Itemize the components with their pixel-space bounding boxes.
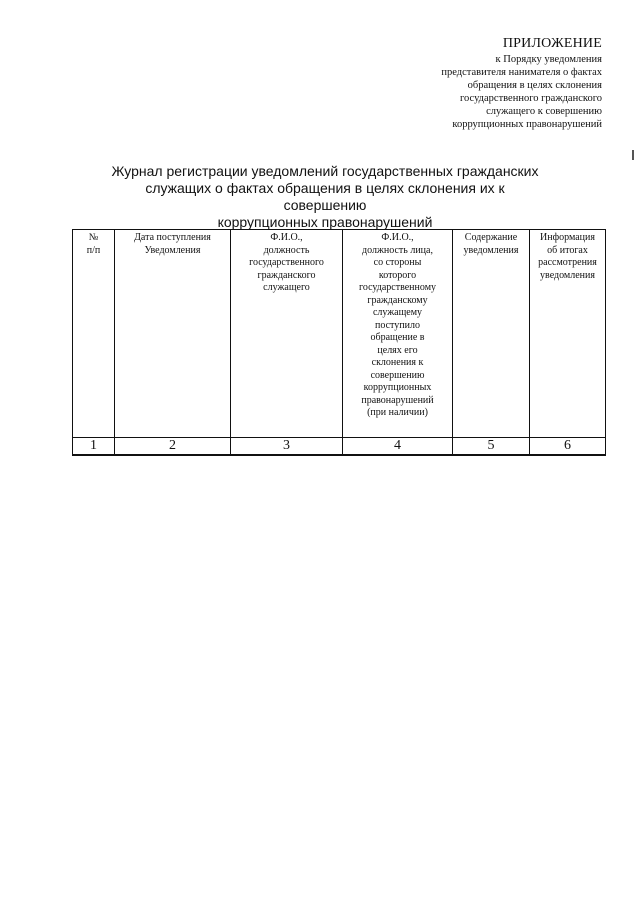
header-line: должность лица, — [362, 244, 433, 256]
journal-title — [110, 163, 540, 231]
appendix-line: коррупционных правонарушений — [452, 119, 602, 130]
column-number-cell: 3 — [231, 438, 343, 456]
column-number-cell: 5 — [453, 438, 530, 456]
appendix-line: к Порядку уведомления — [495, 54, 602, 65]
journal-title-line: коррупционных правонарушений — [217, 214, 433, 230]
column-number-cell: 6 — [530, 438, 606, 456]
header-line: целях его — [377, 344, 418, 356]
header-cell-results — [530, 230, 606, 438]
header-line: № — [88, 232, 99, 243]
header-line: служащему — [372, 307, 423, 318]
header-line: Дата поступления — [134, 232, 211, 243]
header-line: коррупционных — [363, 382, 432, 393]
header-cell-content — [453, 230, 530, 438]
header-line: со стороны — [373, 257, 422, 268]
appendix-line: представителя нанимателя о фактах — [441, 67, 602, 78]
header-line: склонения к — [371, 357, 424, 368]
header-line: рассмотрения — [538, 257, 597, 268]
scan-edge-mark — [632, 150, 634, 160]
header-line: служащего — [263, 282, 310, 293]
header-cell-employee — [231, 230, 343, 438]
journal-title-line: служащих о фактах обращения в целях склонения их к совершению — [145, 180, 505, 213]
column-number-cell: 1 — [73, 438, 115, 456]
header-cell-number — [73, 230, 115, 438]
journal-title-line: Журнал регистрации уведомлений государственных гражданских — [111, 163, 539, 179]
appendix-title: ПРИЛОЖЕНИЕ — [502, 36, 602, 51]
header-line: обращение в — [370, 332, 425, 343]
column-number-cell: 4 — [343, 438, 453, 456]
header-line: которого — [378, 269, 417, 281]
header-line: гражданского — [257, 269, 316, 281]
header-line: п/п — [86, 244, 101, 256]
header-line: государственного — [249, 257, 324, 268]
journal-table — [72, 229, 606, 456]
header-line: уведомления — [463, 244, 519, 256]
header-line: Уведомления — [144, 244, 201, 256]
header-line: Информация — [540, 232, 595, 243]
header-line: уведомления — [540, 269, 595, 281]
header-cell-inducer — [343, 230, 453, 438]
header-line: об итогах — [547, 244, 588, 256]
table-header-row — [73, 230, 606, 438]
header-line: совершению — [370, 369, 425, 381]
header-line: государственному — [358, 282, 437, 293]
appendix-line: обращения в целях склонения — [467, 80, 602, 91]
header-cell-date — [115, 230, 231, 438]
header-line: Ф.И.О., — [270, 232, 303, 243]
header-line: гражданскому — [367, 294, 428, 306]
header-line: Содержание — [464, 232, 518, 243]
header-line: правонарушений — [361, 394, 434, 406]
header-line: Ф.И.О., — [381, 232, 414, 243]
column-number-cell: 2 — [115, 438, 231, 456]
header-line: поступило — [375, 319, 420, 331]
header-line: должность — [263, 244, 310, 256]
header-line: (при наличии) — [367, 407, 428, 418]
table-number-row — [73, 438, 606, 456]
appendix-line: государственного гражданского — [459, 93, 602, 104]
appendix-block — [441, 35, 602, 131]
appendix-line: служащего к совершению — [486, 106, 602, 117]
